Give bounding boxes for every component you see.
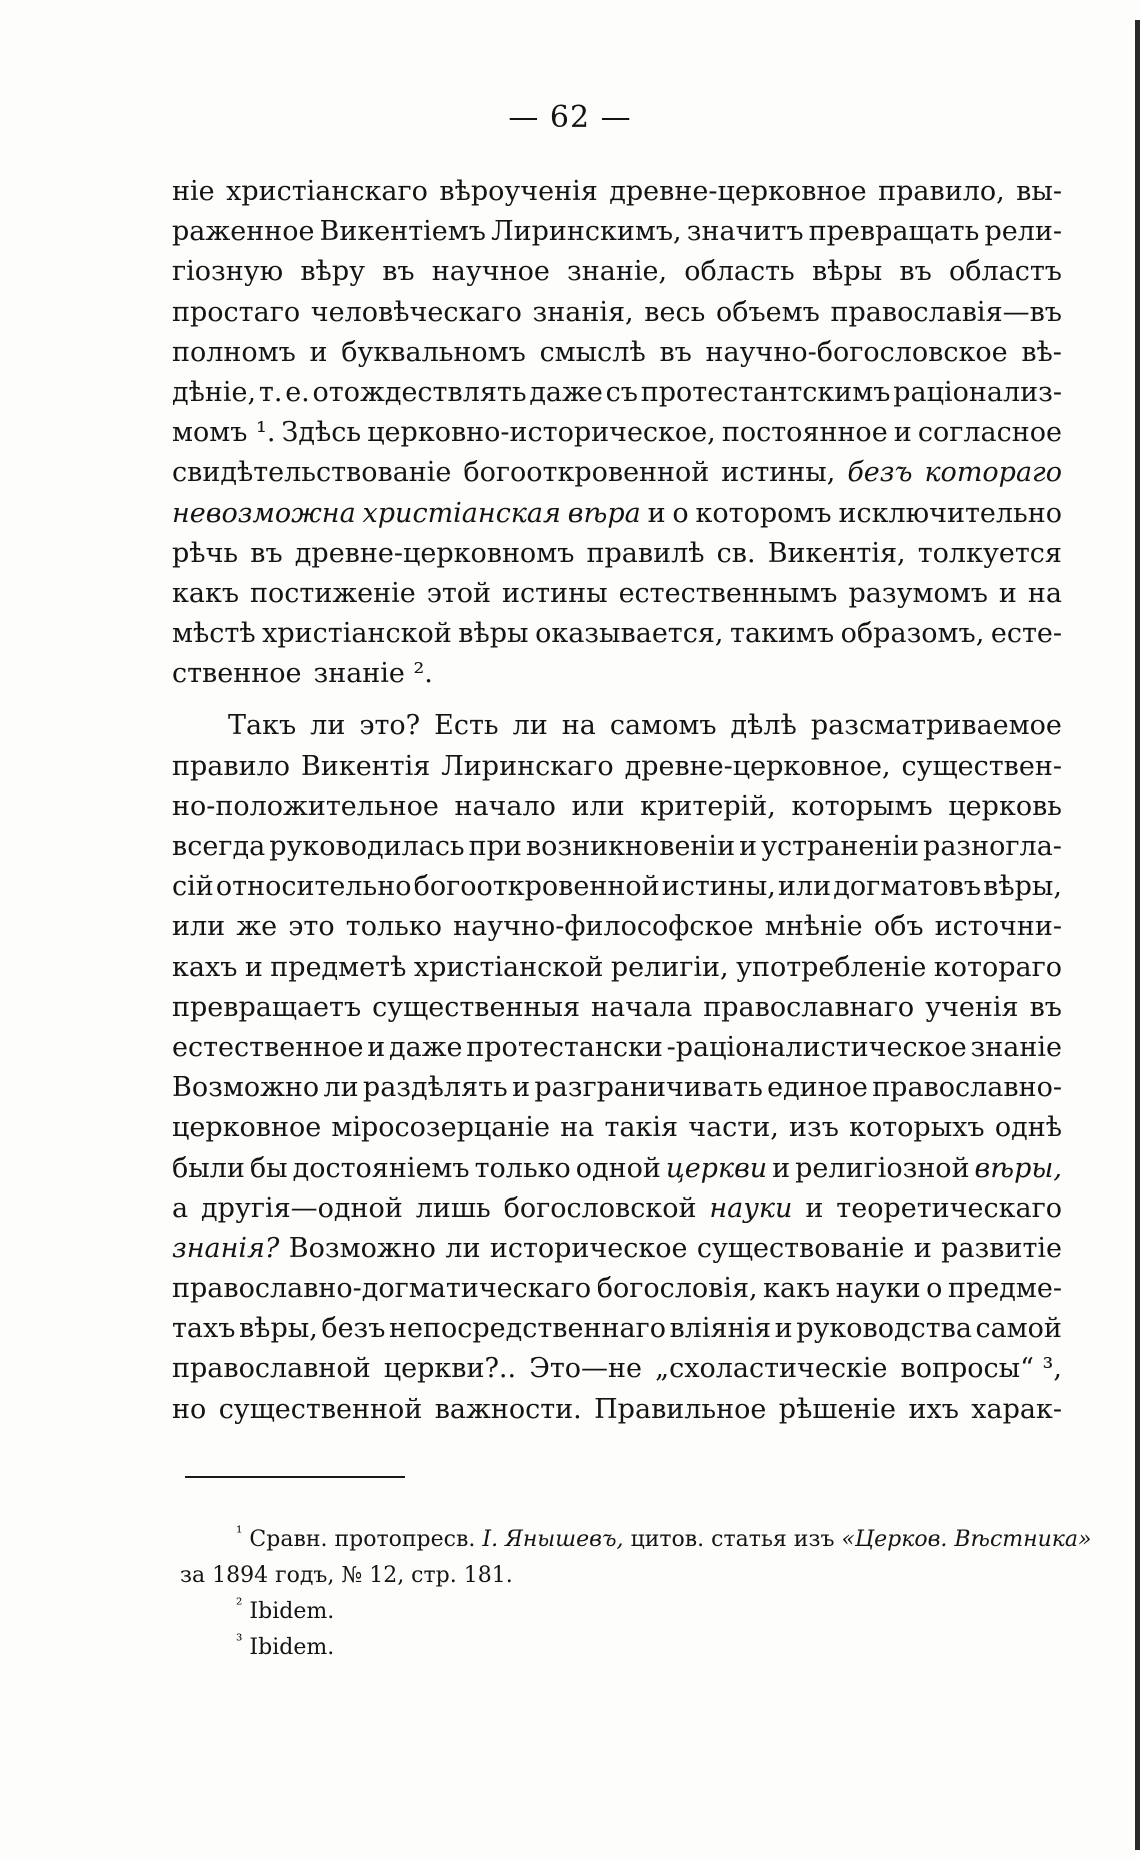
word: св. bbox=[716, 537, 756, 569]
word: этой bbox=[426, 577, 492, 609]
word: свидѣтельствованіе bbox=[172, 457, 452, 489]
footnote-1-text-c: за 1894 годъ, № 12, стр. 181. bbox=[180, 1563, 513, 1588]
text-line bbox=[172, 1189, 1062, 1229]
page-edge-shadow bbox=[1135, 20, 1140, 1850]
footnote-1-text-b: цитов. статья изъ bbox=[630, 1527, 835, 1552]
word: и bbox=[647, 497, 666, 529]
word: областъ bbox=[948, 256, 1062, 288]
text-line bbox=[172, 494, 1062, 534]
text-line bbox=[172, 373, 1062, 413]
word: единое bbox=[767, 1072, 868, 1104]
word: ученія bbox=[925, 991, 1019, 1023]
word: въ bbox=[659, 336, 692, 368]
word: знаніе ². bbox=[313, 658, 433, 690]
text-line bbox=[172, 787, 1062, 827]
word: науки bbox=[835, 1273, 921, 1305]
word: область bbox=[684, 256, 795, 288]
word: буквальномъ bbox=[341, 336, 526, 368]
word: научно-философское bbox=[453, 911, 754, 943]
text-line bbox=[172, 1108, 1062, 1148]
word: разграничивать bbox=[534, 1072, 763, 1104]
word: изъ bbox=[789, 1112, 839, 1144]
word: важности. bbox=[434, 1393, 582, 1425]
text-line bbox=[172, 252, 1062, 292]
word: мнѣніе bbox=[764, 911, 863, 943]
word: историческое bbox=[489, 1232, 688, 1264]
word: раздѣлять bbox=[362, 1072, 508, 1104]
word: и bbox=[244, 951, 263, 983]
word: согласное bbox=[917, 417, 1062, 449]
word: знанія? bbox=[172, 1232, 280, 1264]
text-line bbox=[172, 1229, 1062, 1269]
text-line bbox=[172, 948, 1062, 988]
word: части, bbox=[688, 1112, 779, 1144]
word: человѣческаго bbox=[310, 296, 522, 328]
text-line bbox=[172, 293, 1062, 333]
word: Правильное bbox=[594, 1393, 767, 1425]
footnote-3 bbox=[180, 1630, 1060, 1666]
word: есте- bbox=[990, 618, 1062, 650]
word: устраненіи bbox=[761, 831, 920, 862]
word: древне-церковное bbox=[609, 176, 867, 207]
word: образомъ, bbox=[840, 618, 985, 650]
word: это? bbox=[359, 710, 421, 742]
word: источни- bbox=[934, 911, 1062, 943]
word: догматовъ bbox=[833, 871, 981, 903]
word: вѣры bbox=[811, 256, 883, 288]
word: непосредственнаго bbox=[388, 1313, 666, 1345]
footnote-1-journal: «Церков. Вѣстника» bbox=[841, 1527, 1092, 1552]
word: харак- bbox=[971, 1393, 1062, 1425]
word: о bbox=[672, 497, 689, 529]
word: превращать bbox=[808, 216, 980, 248]
word: -раціоналистическое bbox=[666, 1031, 967, 1063]
word: превращаетъ bbox=[172, 991, 362, 1023]
word: же bbox=[236, 911, 278, 943]
word: въ bbox=[382, 256, 415, 288]
word: Викентія bbox=[300, 750, 431, 782]
word: ли bbox=[512, 710, 548, 742]
page-number: — 62 — bbox=[508, 100, 632, 135]
word: вы- bbox=[1016, 176, 1062, 207]
word: и bbox=[309, 336, 328, 368]
word: но-положительное bbox=[172, 790, 439, 822]
word: на bbox=[561, 710, 596, 742]
text-line bbox=[172, 1309, 1062, 1349]
word: православно-догматическаго bbox=[172, 1273, 592, 1305]
word: кахъ bbox=[172, 951, 238, 983]
paragraph-1 bbox=[172, 172, 1062, 694]
footnote-rule bbox=[185, 1476, 405, 1478]
word: Лиринскимъ, bbox=[491, 216, 682, 248]
word: а bbox=[172, 1192, 189, 1224]
word: котораго bbox=[933, 951, 1062, 983]
text-line bbox=[172, 827, 1062, 867]
word: церковно-историческое, bbox=[367, 417, 716, 449]
word: богооткровенной bbox=[463, 457, 710, 489]
word: вопросы“ ³, bbox=[900, 1353, 1062, 1385]
word: древне-церковное, bbox=[624, 750, 891, 782]
word: вѣроученія bbox=[439, 176, 598, 207]
word: дѣлѣ bbox=[730, 710, 797, 742]
word: и bbox=[805, 1192, 824, 1224]
word: и bbox=[998, 577, 1017, 609]
word: православно- bbox=[872, 1072, 1062, 1104]
word: православной bbox=[172, 1353, 371, 1385]
word: вѣры, bbox=[983, 871, 1062, 903]
footnote-1-author: I. Янышевъ, bbox=[482, 1527, 624, 1552]
word: научное bbox=[431, 256, 550, 288]
text-line bbox=[172, 574, 1062, 614]
word: е. bbox=[285, 376, 310, 408]
word: смыслѣ bbox=[539, 336, 646, 368]
text-line bbox=[172, 172, 1062, 212]
word: правило bbox=[172, 750, 290, 782]
footnote-3-marker: ³ bbox=[236, 1630, 243, 1650]
word: толкуется bbox=[917, 537, 1062, 569]
word: богооткровенной bbox=[413, 871, 660, 903]
word: и bbox=[367, 1031, 386, 1063]
word: раженное bbox=[172, 216, 315, 248]
footnote-1-text-a: Сравн. протопресв. bbox=[249, 1527, 476, 1552]
word: церкви?.. bbox=[383, 1353, 517, 1385]
word: правилѣ bbox=[586, 537, 705, 569]
word: или bbox=[172, 911, 226, 943]
word: знанія, bbox=[532, 296, 634, 328]
word: истины bbox=[502, 577, 608, 609]
word: котораго bbox=[924, 457, 1062, 489]
word: и bbox=[512, 1072, 531, 1104]
word: сій bbox=[172, 871, 214, 903]
footnote-2-marker: ² bbox=[236, 1594, 243, 1614]
word: критерій, bbox=[640, 790, 776, 822]
word: науки bbox=[709, 1192, 793, 1224]
footnote-1 bbox=[180, 1522, 1092, 1558]
word: церковное bbox=[172, 1112, 322, 1144]
word: существен- bbox=[901, 750, 1062, 782]
text-line bbox=[172, 654, 1062, 694]
text-line bbox=[172, 1349, 1062, 1389]
word: которомъ bbox=[695, 497, 832, 529]
word: начало bbox=[454, 790, 556, 822]
word: или bbox=[778, 871, 832, 903]
word: невозможна bbox=[172, 497, 356, 529]
word: Возможно bbox=[288, 1232, 436, 1264]
word: разногла- bbox=[923, 831, 1062, 862]
word: разумомъ bbox=[848, 577, 988, 609]
word: однѣ bbox=[994, 1112, 1062, 1144]
word: существованіе bbox=[696, 1232, 905, 1264]
word: безъ bbox=[847, 457, 913, 489]
word: существенныя bbox=[372, 991, 580, 1023]
footnote-2 bbox=[180, 1594, 1060, 1630]
word: ственное bbox=[172, 658, 302, 690]
word: Викентія, bbox=[767, 537, 906, 569]
word: богословія, bbox=[596, 1273, 758, 1305]
word: церковь bbox=[948, 790, 1062, 822]
word: достояніемъ bbox=[292, 1152, 470, 1184]
word: такимъ bbox=[730, 618, 835, 650]
word: вліянія bbox=[669, 1313, 772, 1345]
word: были bbox=[172, 1152, 245, 1184]
text-line bbox=[172, 453, 1062, 493]
text-line bbox=[172, 867, 1062, 907]
word: даже bbox=[529, 376, 603, 408]
word: на bbox=[1027, 577, 1062, 609]
word: естественнымъ bbox=[618, 577, 838, 609]
text-line bbox=[172, 1068, 1062, 1108]
word: „схоластическіе bbox=[655, 1353, 888, 1385]
text-line bbox=[172, 212, 1062, 252]
word: безъ bbox=[321, 1313, 386, 1345]
word: древне-церковномъ bbox=[294, 537, 575, 569]
word: развитіе bbox=[941, 1232, 1062, 1264]
footnote-1-marker: ¹ bbox=[236, 1522, 243, 1542]
word: весь bbox=[644, 296, 706, 328]
word: рели- bbox=[984, 216, 1062, 248]
word: православнаго bbox=[703, 991, 915, 1023]
word: тахъ bbox=[172, 1313, 236, 1345]
word: міросозерцаніе bbox=[331, 1112, 550, 1144]
text-line bbox=[172, 534, 1062, 574]
word: существенной bbox=[218, 1393, 423, 1425]
word: гіозную bbox=[172, 256, 284, 288]
word: руководилась bbox=[269, 831, 465, 862]
word: это bbox=[288, 911, 335, 943]
text-line bbox=[172, 614, 1062, 654]
word: въ bbox=[1029, 991, 1062, 1023]
word: ніе bbox=[172, 176, 215, 207]
word: рѣшеніе bbox=[778, 1393, 897, 1425]
word: христіанскаго bbox=[226, 176, 428, 207]
word: полномъ bbox=[172, 336, 296, 368]
word: бы bbox=[249, 1152, 288, 1184]
text-line bbox=[172, 706, 1062, 746]
word: дѣніе, bbox=[172, 376, 257, 408]
word: т. bbox=[258, 376, 283, 408]
word: религіозной bbox=[795, 1152, 970, 1184]
word: протестански bbox=[466, 1031, 663, 1063]
word: самомъ bbox=[609, 710, 717, 742]
word: какъ bbox=[172, 577, 240, 609]
word: такія bbox=[604, 1112, 679, 1144]
word: Есть bbox=[434, 710, 499, 742]
word: религіи, bbox=[610, 951, 729, 983]
text-line bbox=[172, 333, 1062, 373]
word: ли bbox=[445, 1232, 481, 1264]
word: всегда bbox=[172, 831, 266, 862]
word: ли bbox=[310, 710, 346, 742]
text-line bbox=[172, 1269, 1062, 1309]
footnotes bbox=[180, 1522, 1092, 1666]
word: употребленіе bbox=[736, 951, 927, 983]
word: вѣру bbox=[300, 256, 365, 288]
word: и bbox=[913, 1232, 932, 1264]
word: и bbox=[774, 1313, 793, 1345]
paragraph-gap bbox=[172, 694, 1062, 706]
word: руководства bbox=[796, 1313, 972, 1345]
word: Возможно bbox=[172, 1072, 320, 1104]
word: простаго bbox=[172, 296, 301, 328]
word: и bbox=[739, 831, 758, 862]
word: съ bbox=[605, 376, 638, 408]
word: при bbox=[468, 831, 522, 862]
word: значитъ bbox=[686, 216, 804, 248]
main-text bbox=[172, 172, 1062, 1430]
paragraph-2 bbox=[172, 706, 1062, 1429]
word: которыхъ bbox=[849, 1112, 985, 1144]
word: раціонализ- bbox=[893, 376, 1062, 408]
text-line bbox=[172, 1390, 1062, 1430]
word: но bbox=[172, 1393, 207, 1425]
word: Это—не bbox=[529, 1353, 643, 1385]
footnote-2-text: Ibidem. bbox=[249, 1599, 335, 1624]
word: ихъ bbox=[908, 1393, 959, 1425]
text-line bbox=[172, 988, 1062, 1028]
word: момъ ¹. bbox=[172, 417, 276, 449]
word: исключительно bbox=[838, 497, 1062, 529]
word: возникновеніи bbox=[525, 831, 736, 862]
word: отождествлять bbox=[312, 376, 527, 408]
text-line bbox=[172, 747, 1062, 787]
word: постоянное bbox=[721, 417, 888, 449]
word: въ bbox=[250, 537, 283, 569]
word: начала bbox=[590, 991, 693, 1023]
word: объ bbox=[873, 911, 924, 943]
word: разсматриваемое bbox=[810, 710, 1062, 742]
word: мѣстѣ bbox=[172, 618, 256, 650]
word: рѣчь bbox=[172, 537, 239, 569]
word: одной bbox=[575, 1152, 661, 1184]
word: и bbox=[893, 417, 912, 449]
word: знаніе, bbox=[567, 256, 668, 288]
word: вѣры, bbox=[238, 1313, 318, 1345]
word: на bbox=[560, 1112, 595, 1144]
word: предметѣ bbox=[270, 951, 407, 983]
word: христіанской bbox=[262, 618, 452, 650]
word: правило, bbox=[878, 176, 1005, 207]
word: теоретическаго bbox=[836, 1192, 1062, 1224]
word: Лиринскаго bbox=[441, 750, 614, 782]
word: Такъ bbox=[228, 710, 297, 742]
word: христіанской bbox=[413, 951, 604, 983]
word: вѣра bbox=[567, 497, 641, 529]
word: только bbox=[474, 1152, 571, 1184]
word: или bbox=[571, 790, 625, 822]
word: и bbox=[772, 1152, 791, 1184]
text-line bbox=[172, 1149, 1062, 1189]
footnote-3-text: Ibidem. bbox=[249, 1635, 335, 1660]
word: которымъ bbox=[791, 790, 933, 822]
word: протестантскимъ bbox=[640, 376, 891, 408]
word: вѣ- bbox=[1021, 336, 1062, 368]
word: какъ bbox=[763, 1273, 831, 1305]
word: знаніе bbox=[970, 1031, 1062, 1063]
word: въ bbox=[899, 256, 932, 288]
word: Викентіемъ bbox=[319, 216, 486, 248]
text-line bbox=[172, 413, 1062, 453]
word: христіанская bbox=[362, 497, 561, 529]
word: другія—одной bbox=[201, 1192, 403, 1224]
word: естественное bbox=[172, 1031, 364, 1063]
word: православія—въ bbox=[830, 296, 1062, 328]
word: лишь bbox=[415, 1192, 491, 1224]
word: постиженіе bbox=[250, 577, 416, 609]
word: вѣры, bbox=[974, 1152, 1062, 1184]
word: объемъ bbox=[715, 296, 820, 328]
word: научно-богословское bbox=[705, 336, 1008, 368]
text-line bbox=[172, 907, 1062, 947]
word: о bbox=[926, 1273, 943, 1305]
word: богословской bbox=[503, 1192, 697, 1224]
word: Здѣсь bbox=[281, 417, 362, 449]
word: церкви bbox=[665, 1152, 768, 1184]
word: относительно bbox=[215, 871, 412, 903]
word: истины, bbox=[721, 457, 836, 489]
footnote-1-continuation bbox=[180, 1558, 1060, 1594]
word: ли bbox=[323, 1072, 359, 1104]
word: самой bbox=[975, 1313, 1062, 1345]
word: истины, bbox=[661, 871, 776, 903]
word: вѣры bbox=[458, 618, 529, 650]
word: предме- bbox=[947, 1273, 1062, 1305]
word: только bbox=[345, 911, 442, 943]
word: оказывается, bbox=[535, 618, 724, 650]
word: даже bbox=[388, 1031, 463, 1063]
text-line bbox=[172, 1028, 1062, 1068]
